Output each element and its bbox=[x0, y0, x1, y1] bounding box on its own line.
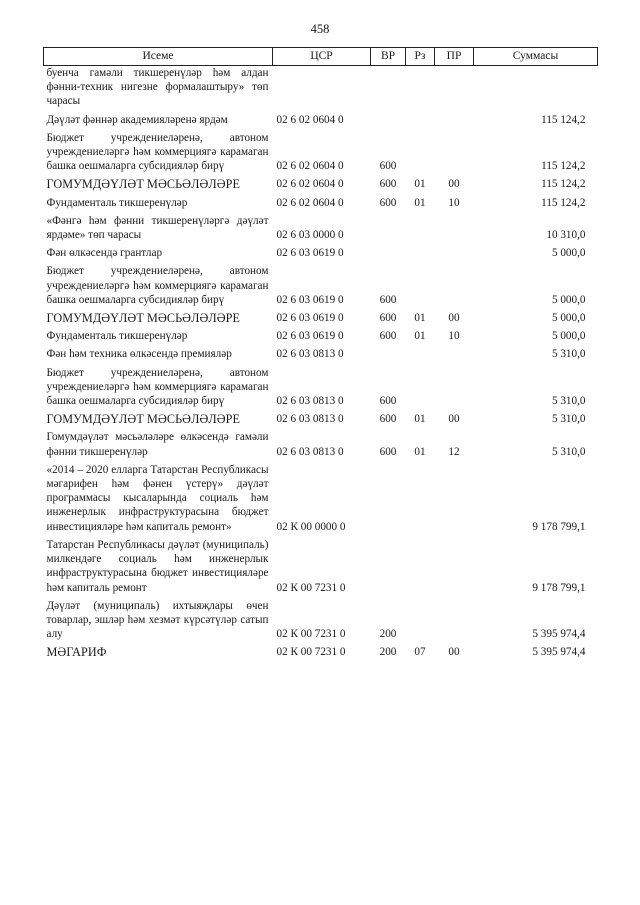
row-pr: 00 bbox=[448, 312, 460, 325]
table-row bbox=[44, 595, 598, 642]
row-csr: 02 6 03 0619 0 bbox=[276, 330, 344, 343]
row-vr: 600 bbox=[379, 160, 397, 173]
row-pr bbox=[435, 127, 474, 174]
row-sum: 5 000,0 bbox=[551, 312, 586, 325]
row-name: Татарстан Республикасы дәүләт (муниципаль) милкендәге социаль һәм инженерлык инфраструктурасына бюджет инвестицияләре һәм капиталь ремонт bbox=[46, 538, 269, 594]
table-body bbox=[44, 66, 598, 660]
row-csr: 02 6 02 0604 0 bbox=[276, 196, 344, 209]
row-vr: 600 bbox=[379, 196, 397, 209]
row-name: Фундаменталь тикшеренүләр bbox=[46, 330, 188, 343]
row-vr bbox=[371, 109, 406, 127]
row-rz: 01 bbox=[414, 312, 426, 325]
row-rz bbox=[406, 109, 435, 127]
row-pr: 12 bbox=[448, 445, 460, 458]
row-rz: 01 bbox=[414, 413, 426, 426]
row-vr: 600 bbox=[379, 178, 397, 191]
row-sum: 115 124,2 bbox=[541, 160, 586, 173]
row-vr bbox=[371, 534, 406, 595]
header-vr: ВР bbox=[371, 48, 406, 66]
header-rz: Рз bbox=[406, 48, 435, 66]
row-sum: 5 000,0 bbox=[551, 247, 586, 260]
row-sum: 5 000,0 bbox=[551, 293, 586, 306]
table-row bbox=[44, 325, 598, 343]
row-csr: 02 6 03 0619 0 bbox=[276, 293, 344, 306]
row-pr: 10 bbox=[448, 196, 460, 209]
row-csr: 02 6 03 0000 0 bbox=[276, 229, 344, 242]
row-sum: 115 124,2 bbox=[541, 113, 586, 126]
row-name: Фән һәм техника өлкәсендә премияләр bbox=[46, 348, 232, 361]
row-name: ГОМУМДӘҮЛӘТ МӘСЬӘЛӘЛӘРЕ bbox=[46, 177, 241, 192]
row-rz bbox=[406, 210, 435, 242]
row-sum: 5 395 974,4 bbox=[532, 628, 586, 641]
row-rz bbox=[406, 534, 435, 595]
table-row bbox=[44, 260, 598, 307]
row-sum: 5 310,0 bbox=[551, 413, 586, 426]
row-sum: 5 310,0 bbox=[551, 445, 586, 458]
row-name: Бюджет учреждениеләренә, автоном учреждениеләргә һәм коммерциягә карамаган башка оешмаларга субсидияләр бирү bbox=[46, 131, 269, 173]
row-rz: 01 bbox=[414, 178, 426, 191]
row-sum: 10 310,0 bbox=[546, 229, 586, 242]
row-csr: 02 6 03 0619 0 bbox=[276, 247, 344, 260]
row-pr: 00 bbox=[448, 178, 460, 191]
table-row bbox=[44, 192, 598, 210]
table-row bbox=[44, 109, 598, 127]
row-csr: 02 6 02 0604 0 bbox=[276, 160, 344, 173]
row-rz: 01 bbox=[414, 330, 426, 343]
table-row bbox=[44, 343, 598, 361]
row-name: Дәүләт фәннәр академияләренә ярдәм bbox=[46, 113, 228, 126]
row-name: Гомумдәүләт мәсьәләләре өлкәсендә гамәли фәнни тикшеренүләр bbox=[46, 431, 269, 458]
row-sum: 115 124,2 bbox=[541, 196, 586, 209]
row-name: Дәүләт (муниципаль) ихтыяҗлары өчен товарлар, эшләр һәм хезмәт күрсәтүләр сатып алу bbox=[46, 599, 269, 641]
row-vr bbox=[371, 66, 406, 109]
table-row bbox=[44, 242, 598, 260]
row-csr: 02 6 03 0813 0 bbox=[276, 445, 344, 458]
row-name: буенча гамәли тикшеренүләр һәм алдан фәнни-техник нигезне формалаштыру» төп чарасы bbox=[46, 67, 269, 108]
table-row bbox=[44, 307, 598, 325]
row-rz: 01 bbox=[414, 196, 426, 209]
budget-table bbox=[43, 47, 598, 660]
row-pr bbox=[435, 210, 474, 242]
row-vr bbox=[371, 242, 406, 260]
row-vr: 600 bbox=[379, 413, 397, 426]
row-sum: 5 000,0 bbox=[551, 330, 586, 343]
row-name: Бюджет учреждениеләренә, автоном учреждениеләргә һәм коммерциягә карамаган башка оешмаларга субсидияләр бирү bbox=[46, 366, 269, 408]
row-rz bbox=[406, 595, 435, 642]
row-rz bbox=[406, 343, 435, 361]
row-rz: 01 bbox=[414, 445, 426, 458]
row-pr: 00 bbox=[448, 646, 460, 659]
row-csr: 02 6 02 0604 0 bbox=[276, 178, 344, 191]
row-sum: 5 395 974,4 bbox=[532, 646, 586, 659]
row-pr bbox=[435, 109, 474, 127]
table-row bbox=[44, 426, 598, 458]
row-vr: 200 bbox=[379, 646, 397, 659]
row-sum: 9 178 799,1 bbox=[532, 520, 586, 533]
row-csr: 02 К 00 7231 0 bbox=[276, 628, 346, 641]
row-name: ГОМУМДӘҮЛӘТ МӘСЬӘЛӘЛӘРЕ bbox=[46, 412, 241, 427]
header-pr: ПР bbox=[435, 48, 474, 66]
row-rz bbox=[406, 66, 435, 109]
row-name: Фән өлкәсендә грантлар bbox=[46, 247, 163, 260]
row-sum: 9 178 799,1 bbox=[532, 581, 586, 594]
row-csr: 02 6 03 0813 0 bbox=[276, 395, 344, 408]
row-pr bbox=[435, 242, 474, 260]
row-vr: 600 bbox=[379, 312, 397, 325]
row-csr: 02 6 03 0813 0 bbox=[276, 413, 344, 426]
row-vr: 200 bbox=[379, 628, 397, 641]
row-name: «2014 – 2020 елларга Татарстан Республикасы мәгарифен һәм фәнен үстерү» дәүләт программасы кысаларында социаль һәм инженерлык инфраструктурасына бюджет инвестицияләре һәм капиталь ремонт» bbox=[46, 463, 269, 533]
row-pr bbox=[435, 343, 474, 361]
row-sum: 5 310,0 bbox=[551, 395, 586, 408]
row-name: Фундаменталь тикшеренүләр bbox=[46, 196, 188, 209]
row-name: МӘГАРИФ bbox=[46, 645, 107, 660]
row-csr: 02 6 03 0619 0 bbox=[276, 312, 344, 325]
row-rz bbox=[406, 362, 435, 409]
row-pr: 00 bbox=[448, 413, 460, 426]
row-vr: 600 bbox=[379, 293, 397, 306]
table-row bbox=[44, 641, 598, 659]
row-pr bbox=[435, 595, 474, 642]
table-header-row bbox=[44, 48, 598, 66]
row-vr bbox=[371, 210, 406, 242]
row-pr bbox=[435, 534, 474, 595]
row-name: Бюджет учреждениеләренә, автоном учреждениеләргә һәм коммерциягә карамаган башка оешмаларга субсидияләр бирү bbox=[46, 265, 269, 306]
row-rz bbox=[406, 459, 435, 534]
table-row bbox=[44, 127, 598, 174]
row-pr bbox=[435, 260, 474, 307]
row-rz: 07 bbox=[414, 646, 426, 659]
row-vr: 600 bbox=[379, 330, 397, 343]
table-row bbox=[44, 459, 598, 534]
row-sum: 115 124,2 bbox=[541, 178, 586, 191]
row-name: «Фәнгә һәм фәнни тикшеренүләргә дәүләт ярдәме» төп чарасы bbox=[46, 214, 269, 242]
row-rz bbox=[406, 242, 435, 260]
header-csr: ЦСР bbox=[273, 48, 371, 66]
row-csr: 02 К 00 7231 0 bbox=[276, 646, 346, 659]
table-row bbox=[44, 408, 598, 426]
row-vr bbox=[371, 459, 406, 534]
row-csr: 02 6 03 0813 0 bbox=[276, 348, 344, 361]
row-csr bbox=[273, 66, 371, 109]
row-vr: 600 bbox=[379, 395, 397, 408]
row-csr: 02 К 00 7231 0 bbox=[276, 581, 346, 594]
table-row bbox=[44, 173, 598, 191]
row-rz bbox=[406, 127, 435, 174]
row-vr bbox=[371, 343, 406, 361]
row-pr bbox=[435, 66, 474, 109]
row-sum bbox=[474, 66, 598, 109]
table-row bbox=[44, 66, 598, 109]
row-vr: 600 bbox=[379, 445, 397, 458]
table-row bbox=[44, 362, 598, 409]
row-csr: 02 6 02 0604 0 bbox=[276, 113, 344, 126]
table-row bbox=[44, 210, 598, 242]
header-name: Исеме bbox=[44, 48, 273, 66]
row-pr: 10 bbox=[448, 330, 460, 343]
row-csr: 02 К 00 0000 0 bbox=[276, 520, 346, 533]
row-name: ГОМУМДӘҮЛӘТ МӘСЬӘЛӘЛӘРЕ bbox=[46, 311, 241, 326]
row-rz bbox=[406, 260, 435, 307]
table-row bbox=[44, 534, 598, 595]
row-pr bbox=[435, 362, 474, 409]
row-pr bbox=[435, 459, 474, 534]
row-sum: 5 310,0 bbox=[551, 348, 586, 361]
page-number: 458 bbox=[310, 22, 330, 36]
header-sum: Суммасы bbox=[474, 48, 598, 66]
